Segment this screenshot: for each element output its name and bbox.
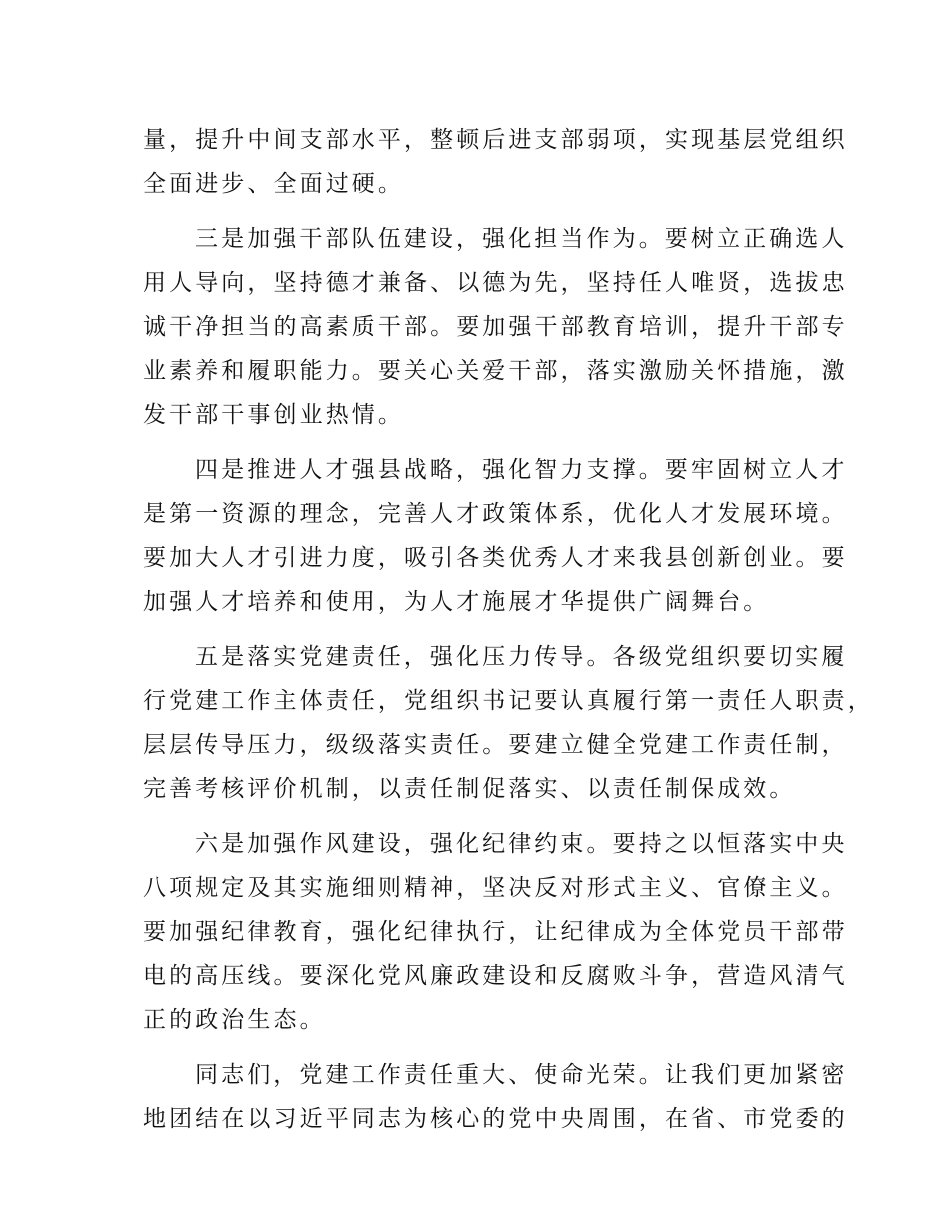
document-page — [143, 118, 874, 1152]
text-line: 加强人才培养和使用，为人才施展才华提供广阔舞台。 — [143, 589, 770, 615]
text-line: 同志们，党建工作责任重大、使命光荣。让我们更加紧密 — [195, 1062, 848, 1088]
text-line: 要加强纪律教育，强化纪律执行，让纪律成为全体党员干部带 — [143, 919, 848, 945]
paragraph-1 — [143, 118, 848, 206]
text-line: 业素养和履职能力。要关心关爱干部，落实激励关怀措施，激 — [143, 358, 848, 384]
text-line: 是第一资源的理念，完善人才政策体系，优化人才发展环境。 — [143, 501, 848, 527]
text-line: 层层传导压力，级级落实责任。要建立健全党建工作责任制， — [143, 732, 848, 758]
text-line: 地团结在以习近平同志为核心的党中央周围，在省、市党委的 — [143, 1106, 848, 1132]
paragraph-talent-strategy — [143, 448, 848, 624]
paragraph-work-style — [143, 822, 848, 1042]
text-line: 三是加强干部队伍建设，强化担当作为。要树立正确选人 — [195, 226, 848, 252]
text-line: 八项规定及其实施细则精神，坚决反对形式主义、官僚主义。 — [143, 875, 848, 901]
text-line: 电的高压线。要深化党风廉政建设和反腐败斗争，营造风清气 — [143, 963, 848, 989]
text-line: 全面进步、全面过硬。 — [143, 171, 404, 197]
text-line: 发干部干事创业热情。 — [143, 402, 404, 428]
text-line: 完善考核评价机制，以责任制促落实、以责任制保成效。 — [143, 776, 796, 802]
text-line: 量，提升中间支部水平，整顿后进支部弱项，实现基层党组织 — [143, 127, 848, 153]
text-line: 正的政治生态。 — [143, 1007, 326, 1033]
text-line: 诚干净担当的高素质干部。要加强干部教育培训，提升干部专 — [143, 314, 848, 340]
paragraph-cadre-building — [143, 217, 848, 437]
text-line: 要加大人才引进力度，吸引各类优秀人才来我县创新创业。要 — [143, 545, 848, 571]
paragraph-party-responsibility — [143, 635, 874, 811]
text-line: 四是推进人才强县战略，强化智力支撑。要牢固树立人才 — [195, 457, 848, 483]
text-line: 行党建工作主体责任，党组织书记要认真履行第一责任人职责， — [143, 688, 874, 714]
text-line: 用人导向，坚持德才兼备、以德为先，坚持任人唯贤，选拔忠 — [143, 270, 848, 296]
text-line: 五是落实党建责任，强化压力传导。各级党组织要切实履 — [195, 644, 848, 670]
paragraph-closing — [143, 1053, 848, 1141]
text-line: 六是加强作风建设，强化纪律约束。要持之以恒落实中央 — [195, 831, 848, 857]
